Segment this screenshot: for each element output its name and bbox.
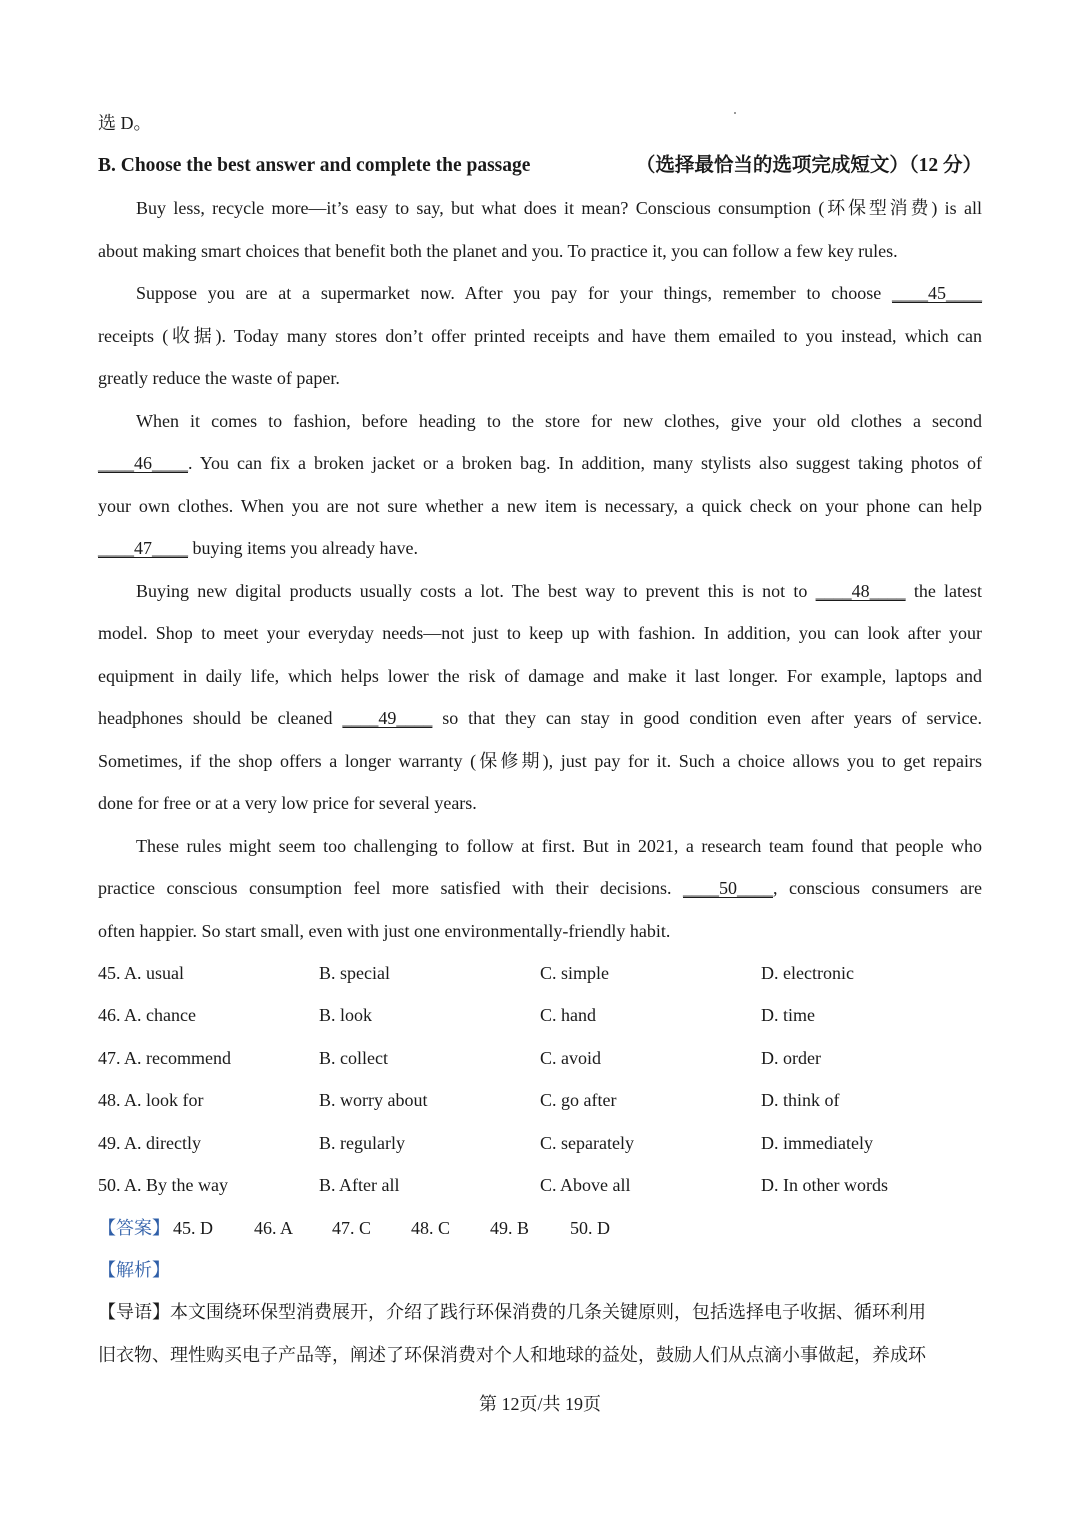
section-title-cn: （选择最恰当的选项完成短文）（12 分） (635, 155, 982, 176)
option: 49. A. directly (98, 1133, 201, 1153)
option: C. separately (540, 1133, 634, 1153)
option: D. In other words (761, 1175, 888, 1195)
blank-48: ____48____ (815, 581, 906, 601)
passage-text: so that they can stay in good condition even after years of service. (442, 708, 983, 728)
passage-p5-line3: often happier. So start small, even with just one environmentally-friendly habit. (98, 921, 671, 941)
options-row-48 (98, 1088, 982, 1112)
option: C. simple (540, 963, 610, 983)
passage-text: Buying new digital products usually costs a lot. The best way to prevent this is not to (136, 581, 808, 601)
option: 46. A. chance (98, 1005, 196, 1025)
options-row-50 (98, 1173, 982, 1197)
answer-tag: 【答案】 (98, 1218, 170, 1238)
options-row-49 (98, 1131, 982, 1155)
option: 50. A. By the way (98, 1175, 228, 1195)
guide-line1 (98, 1300, 982, 1324)
blank-47: ____47____ (98, 538, 188, 558)
option: D. order (761, 1048, 821, 1068)
passage-p5-line1: These rules might seem too challenging to follow at first. But in 2021, a research team found that people who (136, 836, 982, 856)
passage-p4-line2: model. Shop to meet your everyday needs—not just to keep up with fashion. In addition, you can look after your (98, 623, 982, 643)
passage-p1-line1: Buy less, recycle more—it’s easy to say, but what does it mean? Conscious consumption (环保型消费) is all (136, 198, 982, 218)
passage-p3-line3: your own clothes. When you are not sure whether a new item is necessary, a quick check on your phone can help (98, 496, 982, 516)
option: C. avoid (540, 1048, 601, 1068)
answer-item: 49. B (490, 1218, 530, 1238)
option: D. time (761, 1005, 815, 1025)
analysis-tag: 【解析】 (98, 1260, 170, 1280)
passage-text: Suppose you are at a supermarket now. After you pay for your things, remember to choose (136, 283, 882, 303)
blank-45: ____45____ (892, 283, 983, 303)
passage-text: buying items you already have. (188, 538, 418, 558)
guide-line2: 旧衣物、理性购买电子产品等，阐述了环保消费对个人和地球的益处，鼓励人们从点滴小事做起，养成环 (98, 1345, 926, 1365)
passage-p5-line2 (98, 876, 982, 900)
passage-p3-line2 (98, 451, 982, 475)
passage-text: practice conscious consumption feel more satisfied with their decisions. (98, 878, 672, 898)
passage-p2-line1 (136, 281, 982, 305)
passage-p3-line4 (98, 536, 982, 560)
option: 45. A. usual (98, 963, 185, 983)
option: B. regularly (319, 1133, 405, 1153)
options-row-45 (98, 961, 982, 985)
options-row-47 (98, 1046, 982, 1070)
option: D. immediately (761, 1133, 873, 1153)
answer-row (98, 1216, 982, 1240)
passage-p1-line2: about making smart choices that benefit both the planet and you. To practice it, you can follow a few key rules. (98, 241, 898, 261)
passage-text: . You can fix a broken jacket or a broken bag. In addition, many stylists also suggest taking photos of (188, 453, 982, 473)
page-footer: 第 12页/共 19页 (478, 1394, 601, 1414)
passage-p3-line1: When it comes to fashion, before heading to the store for new clothes, give your old clothes a second (136, 411, 982, 431)
guide-tag: 【导语】 (98, 1302, 170, 1322)
passage-p4-line5: Sometimes, if the shop offers a longer warranty (保修期), just pay for it. Such a choice allows you to get repairs (98, 751, 982, 771)
blank-49: ____49____ (342, 708, 433, 728)
answer-item: 46. A (254, 1218, 294, 1238)
previous-answer-tail: 选 D。 (98, 113, 152, 133)
passage-p4-line6: done for free or at a very low price for several years. (98, 793, 477, 813)
passage-text: the latest (913, 581, 983, 601)
passage-p4-line3: equipment in daily life, which helps lower the risk of damage and make it last longer. For example, laptops and (98, 666, 982, 686)
option: C. Above all (540, 1175, 631, 1195)
section-title-en: B. Choose the best answer and complete the passage (98, 155, 531, 176)
options-row-46 (98, 1003, 982, 1027)
option: D. electronic (761, 963, 854, 983)
option: D. think of (761, 1090, 840, 1110)
option: B. special (319, 963, 390, 983)
blank-50: ____50____ (683, 878, 773, 898)
option: 47. A. recommend (98, 1048, 231, 1068)
passage-text: , conscious consumers are (773, 878, 982, 898)
answer-item: 45. D (173, 1218, 213, 1238)
option: B. look (319, 1005, 373, 1025)
option: B. worry about (319, 1090, 428, 1110)
passage-p4-line4 (98, 706, 982, 730)
passage-p2-line2: receipts (收据). Today many stores don’t offer printed receipts and have them emailed to you instead, which can (98, 326, 982, 346)
option: B. collect (319, 1048, 388, 1068)
passage-text: headphones should be cleaned (98, 708, 333, 728)
blank-46: ____46____ (98, 453, 188, 473)
passage-p4-line1 (136, 579, 982, 603)
answer-item: 48. C (411, 1218, 451, 1238)
guide-text: 本文围绕环保型消费展开，介绍了践行环保消费的几条关键原则，包括选择电子收据、循环利用 (170, 1302, 926, 1322)
option: 48. A. look for (98, 1090, 204, 1110)
option: C. hand (540, 1005, 596, 1025)
answer-item: 50. D (570, 1218, 610, 1238)
answer-item: 47. C (332, 1218, 372, 1238)
section-heading (98, 154, 982, 178)
option: B. After all (319, 1175, 400, 1195)
option: C. go after (540, 1090, 617, 1110)
passage-p2-line3: greatly reduce the waste of paper. (98, 368, 340, 388)
